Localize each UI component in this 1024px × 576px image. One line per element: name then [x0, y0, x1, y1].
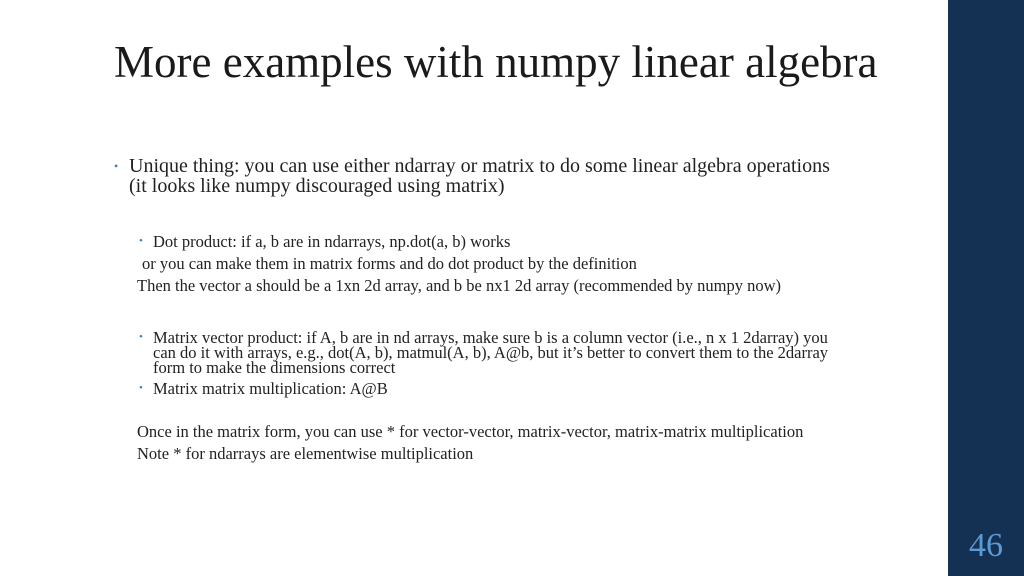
- matrix-vector-text: Matrix vector product: if A, b are in nd arrays, make sure b is a column vector (i.e., n x 1 2darray) you can do it with arrays, e.g., dot(A, b), matmul(A, b), A@b, but it’s better to convert them to the 2darray form to make the dimensions correct: [153, 328, 829, 377]
- slide-title: More examples with numpy linear algebra: [114, 37, 878, 87]
- main-point-text: Unique thing: you can use either ndarray or matrix to do some linear algebra operations (it looks like numpy discouraged using matrix): [129, 155, 830, 197]
- matrix-form-note: Once in the matrix form, you can use * for vector-vector, matrix-vector, matrix-matrix multiplication: [137, 422, 804, 441]
- ndarray-note: Note * for ndarrays are elementwise multiplication: [137, 444, 474, 463]
- dot-product-line-2: or you can make them in matrix forms and do dot product by the definition: [142, 254, 637, 273]
- matrix-matrix-text: Matrix matrix multiplication: A@B: [153, 379, 388, 398]
- slide-content: [114, 156, 834, 461]
- bullet-icon: •: [139, 382, 143, 394]
- main-point: [114, 156, 834, 196]
- sidebar-band: [948, 0, 1024, 576]
- matrix-vector-item: [114, 330, 834, 375]
- dot-product-text: Dot product: if a, b are in ndarrays, np.dot(a, b) works: [153, 232, 511, 251]
- bullet-icon: •: [139, 331, 143, 343]
- dot-product-item: [114, 234, 834, 249]
- page-number: 46: [969, 527, 1003, 564]
- matrix-matrix-item: [114, 381, 834, 396]
- bullet-icon: •: [114, 159, 119, 173]
- dot-product-line-3: Then the vector a should be a 1xn 2d array, and b be nx1 2d array (recommended by numpy now): [137, 276, 782, 295]
- bullet-icon: •: [139, 235, 143, 247]
